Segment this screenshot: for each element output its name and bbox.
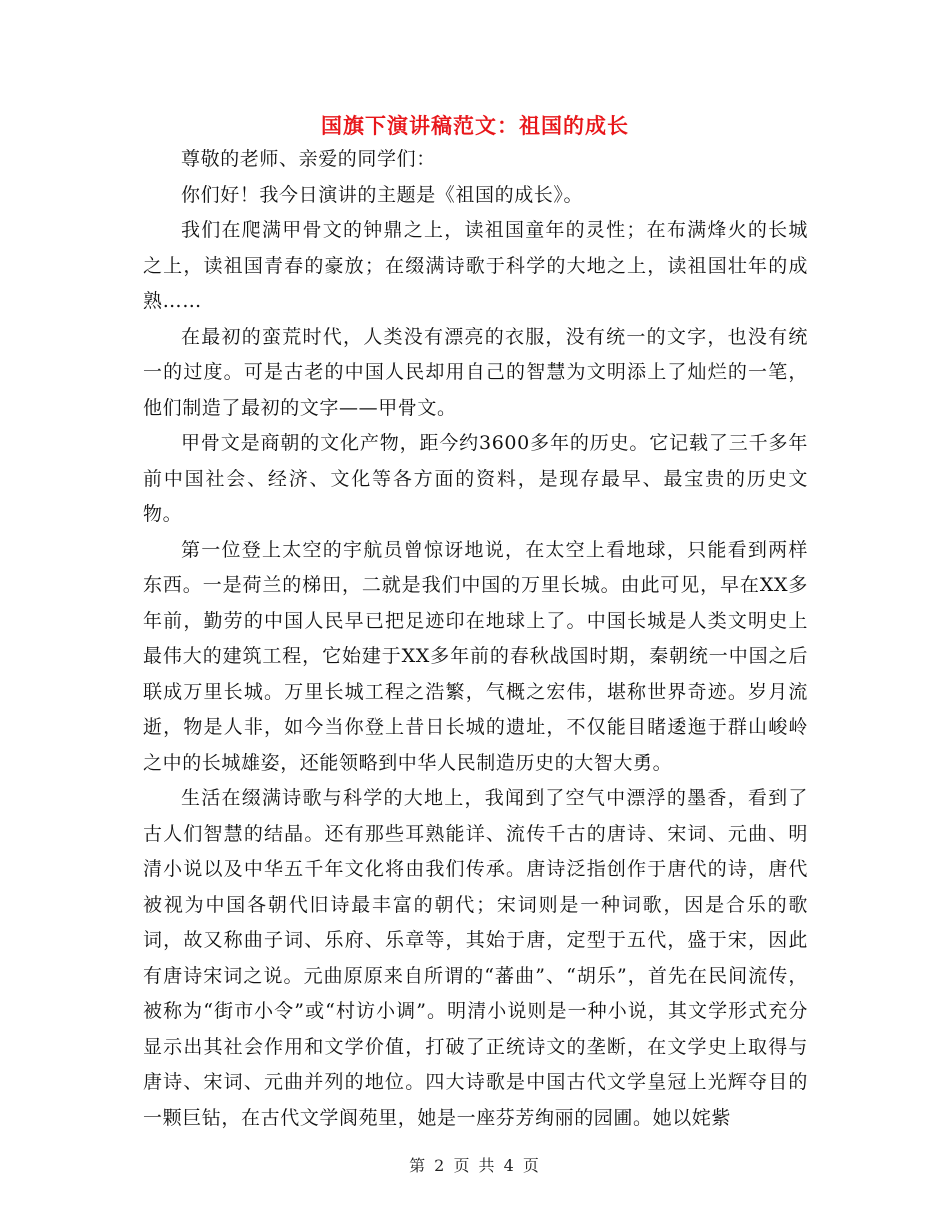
paragraph-5: 生活在缀满诗歌与科学的大地上，我闻到了空气中漂浮的墨香，看到了古人们智慧的结晶。还有那些耳熟能详、流传千古的唐诗、宋词、元曲、明清小说以及中华五千年文化将由我们传承。唐诗泛指创作于唐代的诗，唐代被视为中国各朝代旧诗最丰富的朝代；宋词则是一种词歌，因是合乐的歌词，故又称曲子词、乐府、乐章等，其始于唐，定型于五代，盛于宋，因此有唐诗宋词之说。元曲原原来自所谓的“蕃曲”、“胡乐”，首先在民间流传，被称为“街市小令”或“村访小调”。明清小说则是一种小说，其文学形式充分显示出其社会作用和文学价值，打破了正统诗文的垄断，在文学史上取得与唐诗、宋词、元曲并列的地位。四大诗歌是中国古代文学皇冠上光辉夺目的一颗巨钻，在古代文学阆苑里，她是一座芬芳绚丽的园圃。她以姹紫 bbox=[143, 787, 808, 1129]
paragraph-2: 在最初的蛮荒时代，人类没有漂亮的衣服，没有统一的文字，也没有统一的过度。可是古老的中国人民却用自己的智慧为文明添上了灿烂的一笔，他们制造了最初的文字——甲骨文。 bbox=[143, 325, 808, 419]
paragraph-3: 甲骨文是商朝的文化产物，距今约3600多年的历史。它记载了三千多年前中国社会、经济、文化等各方面的资料，是现存最早、最宝贵的历史文物。 bbox=[143, 432, 808, 525]
paragraph-4: 第一位登上太空的宇航员曾惊讶地说，在太空上看地球，只能看到两样东西。一是荷兰的梯田，二就是我们中国的万里长城。由此可见，早在XX多年前，勤劳的中国人民早已把足迹印在地球上了。中国长城是人类文明史上最伟大的建筑工程，它始建于XX多年前的春秋战国时期，秦朝统一中国之后联成万里长城。万里长城工程之浩繁，气概之宏伟，堪称世界奇迹。岁月流逝，物是人非，如今当你登上昔日长城的遗址，不仅能目睹逶迤于群山峻岭之中的长城雄姿，还能领略到中华人民制造历史的大智大勇。 bbox=[143, 538, 808, 774]
paragraph-1: 我们在爬满甲骨文的钟鼎之上，读祖国童年的灵性；在布满烽火的长城之上，读祖国青春的豪放；在缀满诗歌于科学的大地之上，读祖国壮年的成熟…… bbox=[143, 219, 808, 312]
paragraph-intro: 你们好！我今日演讲的主题是《祖国的成长》。 bbox=[181, 183, 584, 206]
document-title: 国旗下演讲稿范文：祖国的成长 bbox=[321, 113, 629, 138]
paragraph-greeting: 尊敬的老师、亲爱的同学们： bbox=[181, 148, 436, 170]
page-number-footer: 第 2 页 共 4 页 bbox=[409, 1156, 541, 1175]
document-body bbox=[143, 142, 808, 1136]
